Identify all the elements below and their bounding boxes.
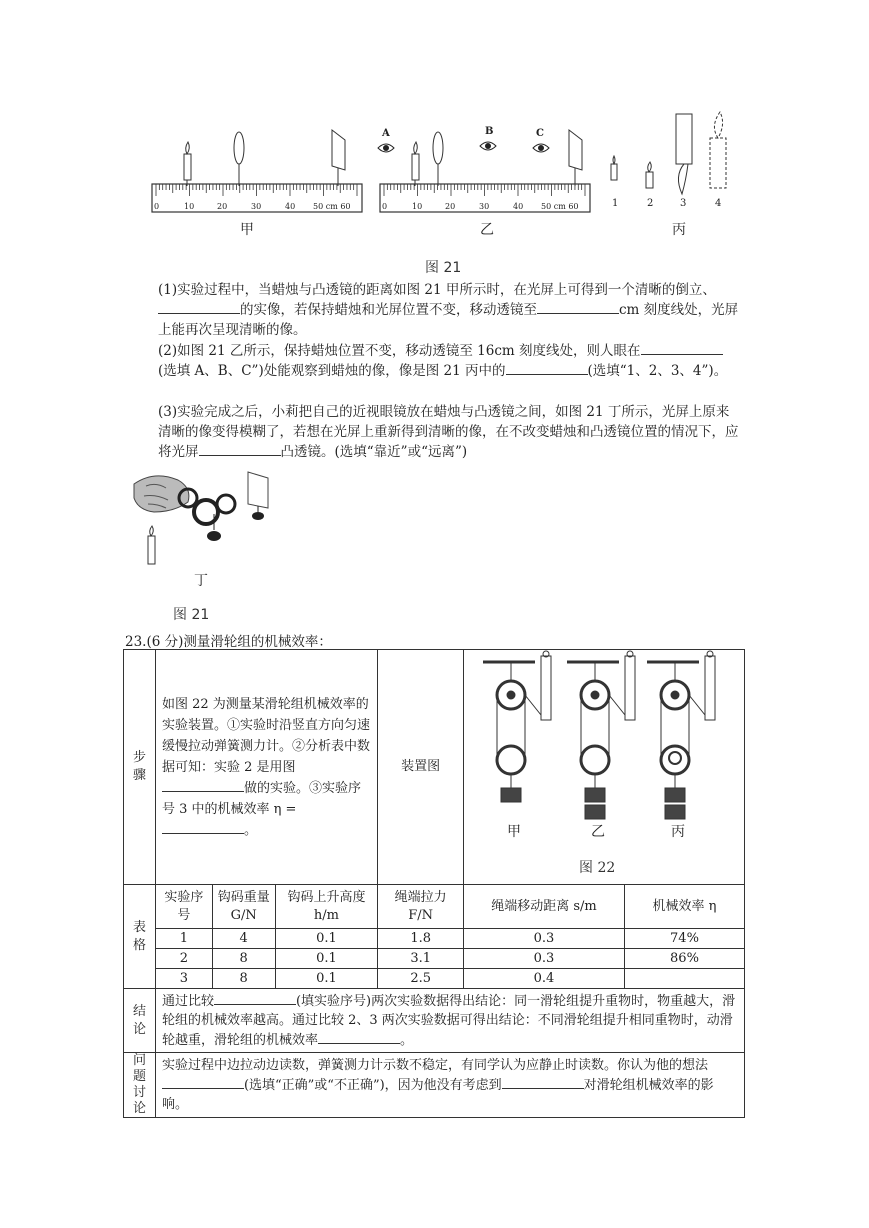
weight	[501, 788, 521, 802]
row-label-table: 表格	[124, 885, 156, 989]
pulley-efficiency-table	[123, 649, 745, 1118]
cell: 8	[212, 949, 275, 969]
header-cell: 钩码重量 G/N	[212, 885, 275, 929]
tick-label: 30	[251, 202, 262, 211]
tick-label: 20	[217, 202, 228, 211]
figure-21-ding	[128, 468, 278, 590]
image-number: 1	[612, 198, 619, 209]
cell: 0.3	[464, 929, 625, 949]
header-cell: 机械效率 η	[624, 885, 744, 929]
q2-text-c: (选填“1、2、3、4”)。	[587, 363, 728, 379]
answer-blank[interactable]	[214, 991, 296, 1005]
q3-text-b: 凸透镜。(选填“靠近”或“远离”)	[280, 444, 468, 460]
question-23-title: 23.(6 分)测量滑轮组的机械效率：	[125, 634, 332, 650]
row-label-steps: 步骤	[124, 650, 156, 885]
question-1	[158, 280, 740, 340]
label-yi: 乙	[480, 222, 494, 238]
image-options-bing	[611, 112, 726, 194]
tick-label: 10	[184, 202, 195, 211]
device-label: 装置图	[378, 650, 464, 885]
eye-icon	[378, 144, 394, 152]
image-number: 3	[680, 198, 687, 209]
header-cell: 实验序号	[155, 885, 212, 929]
figure-22-pulleys	[471, 650, 737, 878]
spring-scale	[541, 656, 551, 720]
eye-label-b: B	[485, 126, 494, 137]
cell: 3	[155, 969, 212, 989]
eye-label-c: C	[536, 128, 544, 139]
answer-blank-cell[interactable]	[624, 969, 744, 989]
answer-blank[interactable]	[502, 1075, 584, 1089]
q2-text-a: (2)如图 21 乙所示，保持蜡烛位置不变，移动透镜至 16cm 刻度线处，则人眼在	[158, 343, 641, 359]
weight	[665, 788, 685, 802]
label-ding: 丁	[194, 573, 208, 589]
header-cell: 钩码上升高度 h/m	[275, 885, 378, 929]
extra-pulley	[669, 752, 681, 764]
axle	[671, 691, 679, 699]
axle	[591, 691, 599, 699]
movable-pulley	[661, 746, 689, 774]
cell: 86%	[624, 949, 744, 969]
eye-icon	[533, 144, 549, 152]
cell: 8	[212, 969, 275, 989]
row-label-discussion: 问题讨论	[124, 1053, 156, 1118]
cell: 2.5	[378, 969, 464, 989]
weight	[665, 805, 685, 819]
q2-text-b: (选填 A、B、C”)处能观察到蜡烛的像，像是图 21 丙中的	[158, 363, 506, 379]
conclusion-text: 通过比较 (填实验序号)两次实验数据得出结论：同一滑轮组提升重物时，物重越大，滑轮组的机械效率越高。通过比较 2、3 两次实验数据可得出结论：不同滑轮组提升相同重物时，动滑轮越重，滑轮组的机械效率 。	[155, 989, 744, 1053]
discussion-text: 实验过程中边拉动边读数，弹簧测力计示数不稳定，有同学认为应静止时读数。你认为他的想法(选填“正确”或“不正确”)，因为他没有考虑到 对滑轮组机械效率的影响。	[155, 1053, 744, 1118]
tick-label: 0	[154, 202, 160, 211]
header-cell: 绳端移动距离 s/m	[464, 885, 625, 929]
weight	[585, 805, 605, 819]
row-label-conclusion: 结论	[124, 989, 156, 1053]
movable-pulley	[581, 746, 609, 774]
axle	[507, 691, 515, 699]
figure-22-caption: 图 22	[579, 860, 616, 876]
cell: 0.1	[275, 969, 378, 989]
tick-label: 40	[285, 202, 296, 211]
cell: 74%	[624, 929, 744, 949]
figure-21-caption: 图 21	[425, 260, 462, 276]
tick-label: 20	[445, 202, 456, 211]
cell: 2	[155, 949, 212, 969]
label-bing: 丙	[672, 222, 686, 238]
image-number: 4	[715, 198, 722, 209]
figure-21-lens-setups	[150, 110, 740, 275]
cell: 0.4	[464, 969, 625, 989]
ruler-yi	[378, 126, 590, 212]
answer-blank[interactable]	[162, 1075, 244, 1089]
answer-blank[interactable]	[199, 442, 281, 456]
table-row	[124, 929, 745, 949]
answer-blank[interactable]	[641, 341, 723, 355]
cell: 1	[155, 929, 212, 949]
answer-blank[interactable]	[158, 300, 240, 314]
answer-blank[interactable]	[162, 820, 244, 834]
q3-text-a: (3)实验完成之后，小莉把自己的近视眼镜放在蜡烛与凸透镜之间，如图 21 丁所示，光屏上原来清晰的像变得模糊了，若想在光屏上重新得到清晰的像，在不改变蜡烛和凸透镜位置的情况下，应将光屏	[158, 404, 739, 460]
label-yi: 乙	[591, 824, 606, 840]
answer-blank[interactable]	[537, 300, 619, 314]
table-row	[124, 969, 745, 989]
eye-icon	[480, 142, 496, 150]
header-cell: 绳端拉力 F/N	[378, 885, 464, 929]
q1-text-a: (1)实验过程中，当蜡烛与凸透镜的距离如图 21 甲所示时，在光屏上可得到一个清晰的倒立、	[158, 282, 716, 298]
cell: 4	[212, 929, 275, 949]
tick-label: 40	[513, 202, 524, 211]
q1-text-b: 的实像，若保持蜡烛和光屏位置不变，移动透镜至	[240, 302, 537, 318]
weight	[585, 788, 605, 802]
cell: 0.1	[275, 929, 378, 949]
figure-22-cell	[464, 650, 745, 885]
eye-label-a: A	[382, 128, 390, 139]
steps-text: 如图 22 为测量某滑轮组机械效率的实验装置。①实验时沿竖直方向匀速缓慢拉动弹簧测力计。②分析表中数据可知：实验 2 是用图做的实验。③实验序号 3 中的机械效率 η =。	[155, 650, 377, 885]
tick-label: 30	[479, 202, 490, 211]
label-bing: 丙	[671, 824, 686, 840]
tick-label: 50 cm 60	[541, 202, 579, 211]
spring-scale	[625, 656, 635, 720]
cell: 3.1	[378, 949, 464, 969]
answer-blank[interactable]	[506, 361, 588, 375]
figure-21-caption-2: 图 21	[173, 607, 210, 623]
answer-blank[interactable]	[318, 1030, 400, 1044]
tick-label: 0	[382, 202, 388, 211]
spring-scale	[705, 656, 715, 720]
tick-label: 50 cm 60	[313, 202, 351, 211]
label-jia: 甲	[240, 222, 254, 238]
answer-blank[interactable]	[162, 778, 244, 792]
table-row	[124, 949, 745, 969]
question-3	[158, 402, 740, 462]
cell: 0.1	[275, 949, 378, 969]
q1-text-c: cm 刻度线处，光屏上能再次呈现清晰的像。	[158, 302, 739, 338]
ruler-jia	[152, 130, 362, 212]
tick-label: 10	[412, 202, 423, 211]
question-2	[158, 341, 740, 381]
image-number: 2	[647, 198, 654, 209]
movable-pulley	[497, 746, 525, 774]
label-jia: 甲	[507, 824, 522, 840]
cell: 1.8	[378, 929, 464, 949]
cell: 0.3	[464, 949, 625, 969]
